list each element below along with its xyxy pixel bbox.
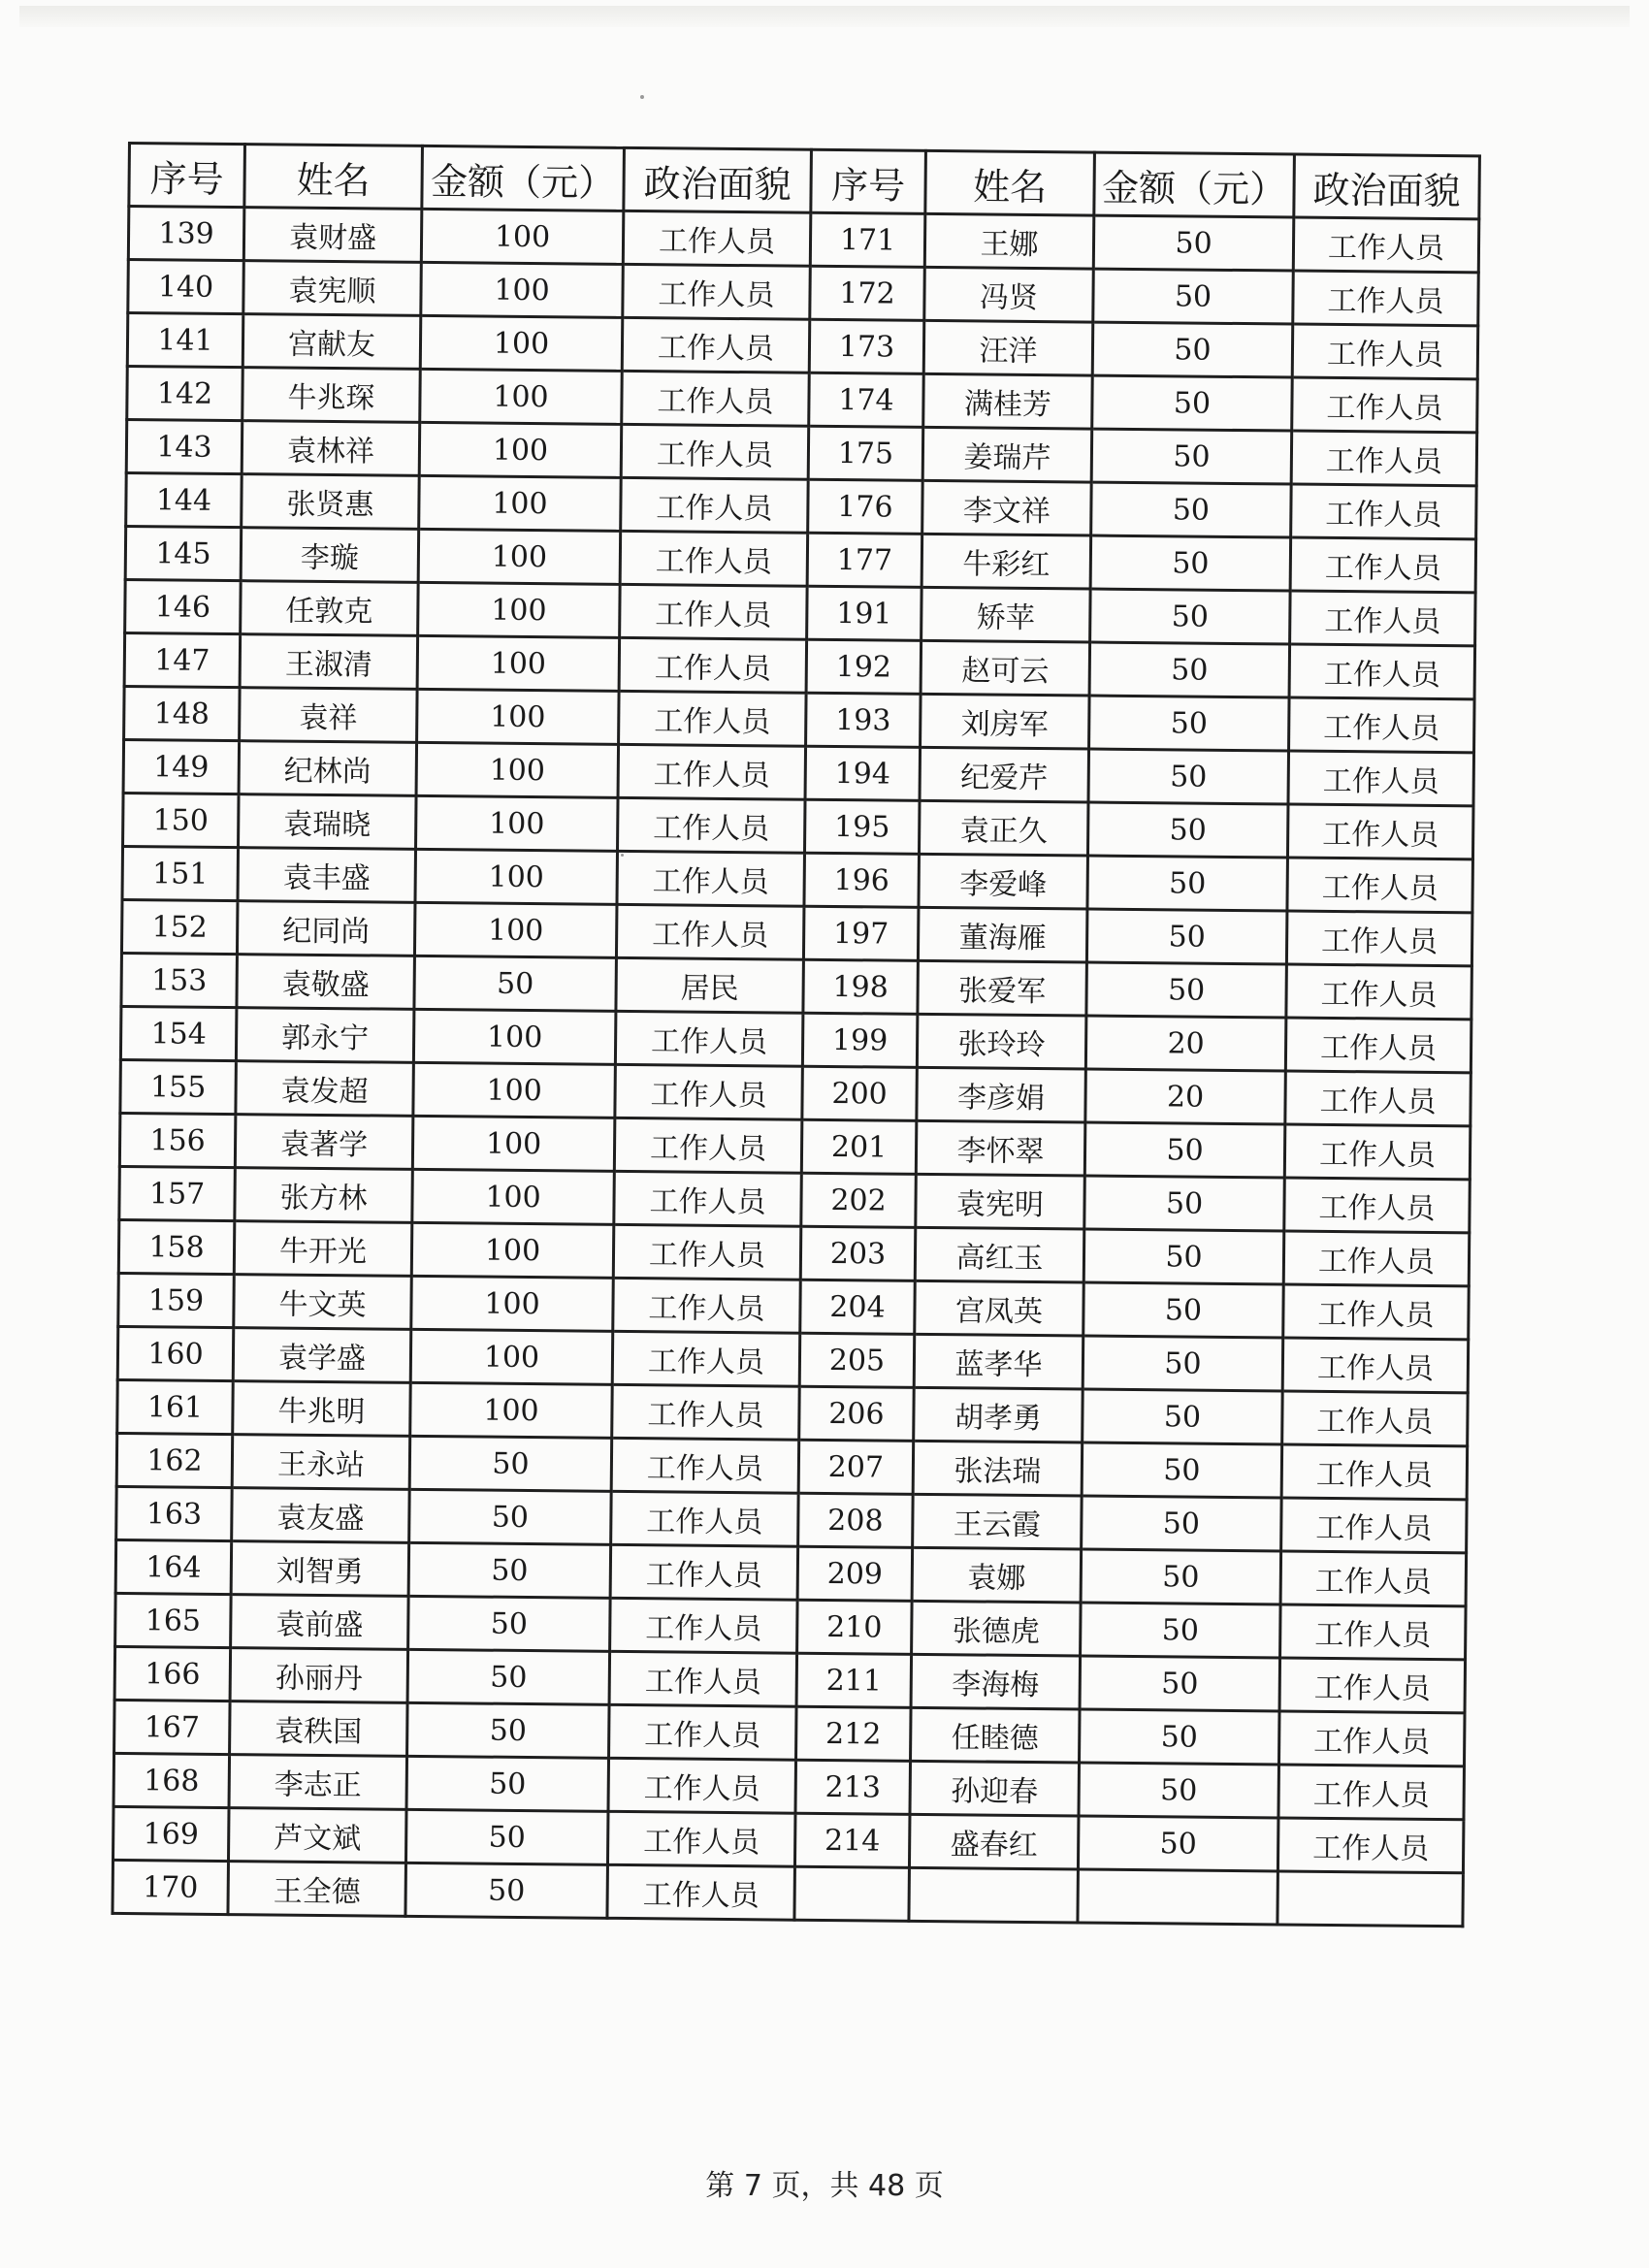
amount-cell-left: 50 <box>408 1596 611 1651</box>
name-cell-right: 满桂芳 <box>923 373 1093 429</box>
status-cell-right: 工作人员 <box>1290 591 1476 646</box>
status-cell-right: 工作人员 <box>1291 431 1477 486</box>
index-cell-right: 202 <box>801 1173 917 1227</box>
index-cell-left: 149 <box>123 739 240 794</box>
index-cell-left: 146 <box>125 579 242 633</box>
name-cell-left: 牛兆明 <box>233 1381 411 1437</box>
amount-cell-right: 50 <box>1078 1816 1278 1871</box>
donation-table-wrapper <box>111 142 1477 1928</box>
name-cell-left: 袁瑞晓 <box>239 794 417 850</box>
table-body <box>113 207 1479 1927</box>
status-cell-left: 工作人员 <box>607 1811 795 1866</box>
name-cell-right: 王云霞 <box>913 1494 1083 1549</box>
header-amount-right: 金额（元） <box>1094 152 1295 217</box>
amount-cell-left: 100 <box>412 1116 615 1171</box>
index-cell-left: 158 <box>118 1219 235 1274</box>
status-cell-left: 工作人员 <box>615 1064 803 1119</box>
amount-cell-right: 50 <box>1089 642 1290 697</box>
amount-cell-left: 50 <box>405 1863 608 1918</box>
index-cell-left: 143 <box>126 420 242 474</box>
name-cell-left: 袁友盛 <box>232 1488 410 1543</box>
name-cell-left: 宫献友 <box>242 314 421 370</box>
amount-cell-right: 50 <box>1083 1389 1283 1444</box>
name-cell-left: 袁前盛 <box>231 1595 409 1650</box>
header-status-left: 政治面貌 <box>624 147 812 212</box>
status-cell-right: 工作人员 <box>1286 964 1472 1020</box>
index-cell-right: 197 <box>803 906 919 960</box>
status-cell-left: 工作人员 <box>619 637 807 693</box>
index-cell-left: 139 <box>128 207 244 261</box>
status-cell-right: 工作人员 <box>1292 377 1478 433</box>
name-cell-right: 袁娜 <box>912 1547 1082 1603</box>
index-cell-right: 194 <box>805 746 921 800</box>
amount-cell-left: 100 <box>421 209 624 264</box>
amount-cell-right: 50 <box>1080 1709 1280 1765</box>
status-cell-left: 工作人员 <box>611 1438 799 1493</box>
status-cell-left: 工作人员 <box>623 264 811 319</box>
index-cell-left: 144 <box>126 472 242 527</box>
name-cell-right: 刘房军 <box>921 694 1090 749</box>
name-cell-right: 张德虎 <box>912 1601 1082 1656</box>
status-cell-left: 居民 <box>616 957 804 1013</box>
name-cell-right: 任睦德 <box>911 1707 1081 1763</box>
index-cell-left: 152 <box>121 899 238 954</box>
amount-cell-left: 100 <box>417 635 620 691</box>
index-cell-right: 173 <box>809 319 924 373</box>
name-cell-right: 袁宪明 <box>916 1174 1085 1229</box>
name-cell-left: 袁财盛 <box>243 208 422 263</box>
amount-cell-right: 50 <box>1084 1176 1285 1231</box>
index-cell-left: 162 <box>116 1433 233 1487</box>
index-cell-left: 148 <box>124 686 241 740</box>
index-cell-left: 165 <box>115 1593 232 1647</box>
status-cell-left: 工作人员 <box>610 1598 798 1653</box>
status-cell-right: 工作人员 <box>1288 751 1474 806</box>
amount-cell-right: 50 <box>1087 802 1288 858</box>
name-cell-right: 胡孝勇 <box>914 1387 1083 1442</box>
status-cell-right: 工作人员 <box>1281 1444 1468 1500</box>
amount-cell-left: 100 <box>418 529 621 584</box>
status-cell-left: 工作人员 <box>614 1171 802 1226</box>
index-cell-right: 195 <box>804 799 920 854</box>
name-cell-left: 牛文英 <box>234 1275 412 1330</box>
status-cell-right: 工作人员 <box>1291 484 1477 539</box>
index-cell-left: 153 <box>121 953 238 1007</box>
amount-cell-left: 100 <box>420 369 623 424</box>
name-cell-right: 张爱军 <box>918 960 1087 1016</box>
name-cell-right: 董海雁 <box>918 907 1087 962</box>
name-cell-right: 蓝孝华 <box>914 1334 1083 1389</box>
name-cell-left: 袁著学 <box>235 1115 413 1170</box>
name-cell-left: 袁敬盛 <box>237 955 415 1010</box>
name-cell-right <box>909 1867 1079 1923</box>
status-cell-left: 工作人员 <box>609 1704 797 1760</box>
amount-cell-right: 50 <box>1088 749 1289 804</box>
status-cell-left: 工作人员 <box>612 1384 800 1440</box>
status-cell-left: 工作人员 <box>617 851 805 906</box>
name-cell-left: 李璇 <box>241 528 419 583</box>
amount-cell-right <box>1078 1869 1278 1925</box>
amount-cell-right: 50 <box>1093 215 1294 271</box>
name-cell-left: 纪林尚 <box>239 741 417 796</box>
status-cell-left: 工作人员 <box>614 1118 802 1173</box>
status-cell-left: 工作人员 <box>612 1331 800 1386</box>
name-cell-right: 李海梅 <box>911 1654 1081 1709</box>
amount-cell-right: 50 <box>1082 1496 1282 1551</box>
index-cell-left: 168 <box>113 1753 230 1807</box>
status-cell-right: 工作人员 <box>1282 1391 1469 1446</box>
name-cell-left: 张方林 <box>235 1168 413 1223</box>
status-cell-left: 工作人员 <box>613 1278 801 1333</box>
header-amount-left: 金额（元） <box>422 146 625 211</box>
index-cell-left: 150 <box>123 793 240 847</box>
status-cell-right: 工作人员 <box>1290 537 1476 593</box>
name-cell-left: 刘智勇 <box>231 1541 409 1597</box>
name-cell-left: 袁学盛 <box>233 1328 411 1383</box>
status-cell-right: 工作人员 <box>1289 697 1475 753</box>
amount-cell-left: 50 <box>409 1489 612 1544</box>
status-cell-right: 工作人员 <box>1280 1604 1467 1660</box>
amount-cell-right: 50 <box>1084 1122 1285 1178</box>
amount-cell-right: 50 <box>1091 429 1292 484</box>
index-cell-right: 204 <box>800 1280 916 1334</box>
amount-cell-left: 100 <box>415 849 618 904</box>
status-cell-right: 工作人员 <box>1286 911 1472 966</box>
amount-cell-left: 100 <box>411 1222 614 1278</box>
amount-cell-right: 50 <box>1087 856 1288 911</box>
status-cell-left: 工作人员 <box>609 1651 797 1706</box>
status-cell-right: 工作人员 <box>1293 271 1479 326</box>
index-cell-left: 157 <box>119 1166 236 1220</box>
status-cell-right: 工作人员 <box>1293 217 1479 273</box>
index-cell-right: 192 <box>806 639 922 694</box>
amount-cell-right: 50 <box>1092 375 1293 431</box>
index-cell-left: 163 <box>116 1486 233 1540</box>
status-cell-right: 工作人员 <box>1281 1498 1468 1553</box>
status-cell-left: 工作人员 <box>608 1758 796 1813</box>
index-cell-left: 147 <box>124 632 241 687</box>
index-cell-right: 205 <box>799 1333 915 1387</box>
amount-cell-right: 50 <box>1090 535 1291 591</box>
status-cell-left: 工作人员 <box>621 477 809 533</box>
amount-cell-left: 100 <box>412 1169 615 1224</box>
name-cell-left: 袁祥 <box>240 688 418 743</box>
status-cell-left: 工作人员 <box>623 211 811 266</box>
status-cell-left: 工作人员 <box>618 744 806 799</box>
name-cell-right: 牛彩红 <box>922 534 1091 589</box>
index-cell-right: 212 <box>796 1706 912 1761</box>
amount-cell-left: 100 <box>414 902 617 957</box>
status-cell-left: 工作人员 <box>622 371 810 426</box>
amount-cell-right: 50 <box>1080 1656 1280 1711</box>
name-cell-right: 李怀翠 <box>916 1120 1085 1176</box>
status-cell-right: 工作人员 <box>1289 644 1475 699</box>
name-cell-left: 袁秩国 <box>230 1701 408 1757</box>
name-cell-right: 王娜 <box>924 213 1094 269</box>
name-cell-left: 李志正 <box>229 1755 407 1810</box>
amount-cell-right: 50 <box>1091 482 1292 537</box>
amount-cell-right: 20 <box>1085 1069 1286 1124</box>
name-cell-right: 赵可云 <box>921 640 1090 696</box>
index-cell-right: 177 <box>807 533 922 587</box>
amount-cell-right: 50 <box>1090 589 1291 644</box>
index-cell-left: 140 <box>128 260 244 314</box>
status-cell-right: 工作人员 <box>1279 1658 1466 1713</box>
status-cell-left: 工作人员 <box>610 1544 798 1600</box>
scan-speck <box>640 95 644 99</box>
name-cell-right: 纪爱芹 <box>920 747 1089 802</box>
header-name-right: 姓名 <box>925 150 1095 215</box>
name-cell-right: 孙迎春 <box>910 1761 1080 1816</box>
amount-cell-right: 50 <box>1093 269 1294 324</box>
amount-cell-left: 100 <box>421 262 624 317</box>
status-cell-right: 工作人员 <box>1284 1124 1471 1180</box>
name-cell-right: 李文祥 <box>922 480 1092 535</box>
name-cell-left: 孙丽丹 <box>230 1648 408 1703</box>
status-cell-left: 工作人员 <box>618 797 806 853</box>
index-cell-right: 198 <box>803 959 919 1014</box>
header-name-left: 姓名 <box>244 145 423 210</box>
amount-cell-left: 50 <box>405 1809 608 1864</box>
name-cell-right: 袁正久 <box>919 800 1088 856</box>
index-cell-left: 159 <box>118 1273 235 1327</box>
status-cell-left: 工作人员 <box>622 317 810 373</box>
status-cell-right: 工作人员 <box>1285 1071 1471 1126</box>
index-cell-left: 151 <box>122 846 239 900</box>
amount-cell-left: 100 <box>413 1009 616 1064</box>
status-cell-left: 工作人员 <box>615 1011 803 1066</box>
name-cell-left: 袁丰盛 <box>238 848 416 903</box>
amount-cell-left: 100 <box>416 795 619 851</box>
index-cell-right: 210 <box>797 1600 913 1654</box>
index-cell-right <box>794 1866 910 1921</box>
index-cell-right: 196 <box>804 853 920 907</box>
amount-cell-right: 50 <box>1083 1229 1284 1284</box>
index-cell-right: 200 <box>802 1066 918 1120</box>
name-cell-right: 李爱峰 <box>919 854 1088 909</box>
amount-cell-left: 100 <box>420 315 623 371</box>
status-cell-right: 工作人员 <box>1282 1338 1469 1393</box>
amount-cell-right: 50 <box>1083 1336 1283 1391</box>
name-cell-right: 张玲玲 <box>917 1014 1086 1069</box>
name-cell-left: 郭永宁 <box>236 1008 414 1063</box>
amount-cell-right: 50 <box>1081 1549 1281 1604</box>
index-cell-left: 155 <box>120 1059 237 1114</box>
status-cell-left: 工作人员 <box>620 531 808 586</box>
status-cell-right: 工作人员 <box>1283 1231 1470 1286</box>
name-cell-left: 牛兆琛 <box>242 368 421 423</box>
name-cell-right: 盛春红 <box>909 1814 1079 1869</box>
index-cell-right: 209 <box>797 1546 913 1601</box>
amount-cell-left: 100 <box>416 742 619 797</box>
name-cell-right: 汪洋 <box>923 320 1093 375</box>
status-cell-right: 工作人员 <box>1287 804 1473 859</box>
scan-shadow <box>19 6 1630 27</box>
index-cell-left: 161 <box>117 1379 234 1434</box>
name-cell-left: 芦文斌 <box>228 1808 406 1863</box>
status-cell-left: 工作人员 <box>611 1491 799 1546</box>
status-cell-right <box>1277 1871 1464 1927</box>
amount-cell-left: 100 <box>410 1329 613 1384</box>
status-cell-left: 工作人员 <box>619 691 807 746</box>
index-cell-left: 145 <box>125 526 242 580</box>
header-status-right: 政治面貌 <box>1294 154 1480 219</box>
amount-cell-right: 50 <box>1089 696 1290 751</box>
amount-cell-left: 100 <box>413 1062 616 1118</box>
amount-cell-right: 50 <box>1079 1763 1279 1818</box>
header-index-right: 序号 <box>811 149 926 213</box>
name-cell-right: 张法瑞 <box>913 1441 1083 1496</box>
amount-cell-left: 50 <box>414 956 617 1011</box>
index-cell-left: 169 <box>113 1806 229 1861</box>
status-cell-left: 工作人员 <box>613 1224 801 1280</box>
amount-cell-left: 50 <box>408 1542 611 1598</box>
status-cell-left: 工作人员 <box>620 584 808 639</box>
name-cell-left: 王永站 <box>232 1435 410 1490</box>
index-cell-right: 191 <box>807 586 922 640</box>
index-cell-right: 171 <box>810 212 925 267</box>
name-cell-left: 王全德 <box>228 1862 406 1917</box>
header-index-left: 序号 <box>129 144 245 208</box>
amount-cell-right: 50 <box>1086 962 1287 1018</box>
index-cell-left: 167 <box>114 1700 231 1754</box>
name-cell-right: 高红玉 <box>915 1227 1084 1282</box>
status-cell-right: 工作人员 <box>1277 1818 1464 1873</box>
index-cell-left: 166 <box>114 1646 231 1701</box>
index-cell-right: 174 <box>809 373 924 427</box>
index-cell-left: 141 <box>127 313 243 368</box>
index-cell-left: 142 <box>127 367 243 421</box>
name-cell-left: 纪同尚 <box>237 901 415 956</box>
name-cell-left: 任敦克 <box>241 581 419 636</box>
name-cell-left: 袁林祥 <box>242 421 420 476</box>
amount-cell-right: 20 <box>1085 1016 1286 1071</box>
amount-cell-right: 50 <box>1092 322 1293 377</box>
amount-cell-right: 50 <box>1086 909 1287 964</box>
index-cell-right: 208 <box>798 1493 914 1547</box>
amount-cell-right: 50 <box>1082 1442 1282 1498</box>
index-cell-right: 213 <box>795 1760 911 1814</box>
amount-cell-left: 100 <box>410 1382 613 1438</box>
amount-cell-left: 50 <box>409 1436 612 1491</box>
status-cell-right: 工作人员 <box>1292 324 1478 379</box>
index-cell-right: 199 <box>802 1013 918 1067</box>
name-cell-left: 牛开光 <box>234 1221 412 1277</box>
name-cell-right: 冯贤 <box>924 267 1094 322</box>
amount-cell-left: 100 <box>418 582 621 637</box>
name-cell-left: 袁发超 <box>236 1061 414 1117</box>
status-cell-right: 工作人员 <box>1283 1284 1470 1340</box>
amount-cell-left: 100 <box>417 689 620 744</box>
name-cell-right: 矫苹 <box>922 587 1091 642</box>
index-cell-left: 164 <box>115 1539 232 1594</box>
amount-cell-right: 50 <box>1081 1603 1281 1658</box>
index-cell-right: 193 <box>806 693 922 747</box>
index-cell-left: 170 <box>113 1860 229 1914</box>
status-cell-left: 工作人员 <box>607 1864 795 1920</box>
index-cell-right: 206 <box>799 1386 915 1441</box>
name-cell-left: 袁宪顺 <box>243 261 422 316</box>
status-cell-right: 工作人员 <box>1287 858 1473 913</box>
name-cell-left: 王淑清 <box>240 634 418 690</box>
status-cell-right: 工作人员 <box>1284 1178 1471 1233</box>
name-cell-left: 张贤惠 <box>242 474 420 530</box>
amount-cell-left: 50 <box>407 1649 610 1704</box>
index-cell-right: 175 <box>808 426 923 480</box>
name-cell-right: 李彦娟 <box>917 1067 1086 1122</box>
index-cell-right: 207 <box>798 1440 914 1494</box>
amount-cell-left: 50 <box>407 1702 610 1758</box>
status-cell-right: 工作人员 <box>1278 1711 1465 1766</box>
amount-cell-right: 50 <box>1083 1282 1284 1338</box>
index-cell-right: 203 <box>800 1226 916 1280</box>
name-cell-right: 宫凤英 <box>915 1280 1084 1336</box>
status-cell-right: 工作人员 <box>1285 1018 1471 1073</box>
donation-table <box>111 142 1480 1928</box>
index-cell-right: 211 <box>796 1653 912 1707</box>
index-cell-left: 154 <box>120 1006 237 1060</box>
page-footer: 第 7 页，共 48 页 <box>705 2169 944 2203</box>
amount-cell-left: 100 <box>419 475 622 531</box>
index-cell-right: 214 <box>794 1813 910 1867</box>
index-cell-right: 172 <box>810 266 925 320</box>
index-cell-right: 201 <box>801 1119 917 1174</box>
index-cell-right: 176 <box>808 479 923 534</box>
name-cell-right: 姜瑞芹 <box>922 427 1092 482</box>
status-cell-left: 工作人员 <box>616 904 804 959</box>
status-cell-right: 工作人员 <box>1280 1551 1467 1606</box>
amount-cell-left: 100 <box>411 1276 614 1331</box>
index-cell-left: 160 <box>117 1326 234 1380</box>
amount-cell-left: 50 <box>406 1756 609 1811</box>
status-cell-right: 工作人员 <box>1278 1765 1465 1820</box>
index-cell-left: 156 <box>119 1113 236 1167</box>
amount-cell-left: 100 <box>419 422 622 477</box>
status-cell-left: 工作人员 <box>621 424 809 479</box>
